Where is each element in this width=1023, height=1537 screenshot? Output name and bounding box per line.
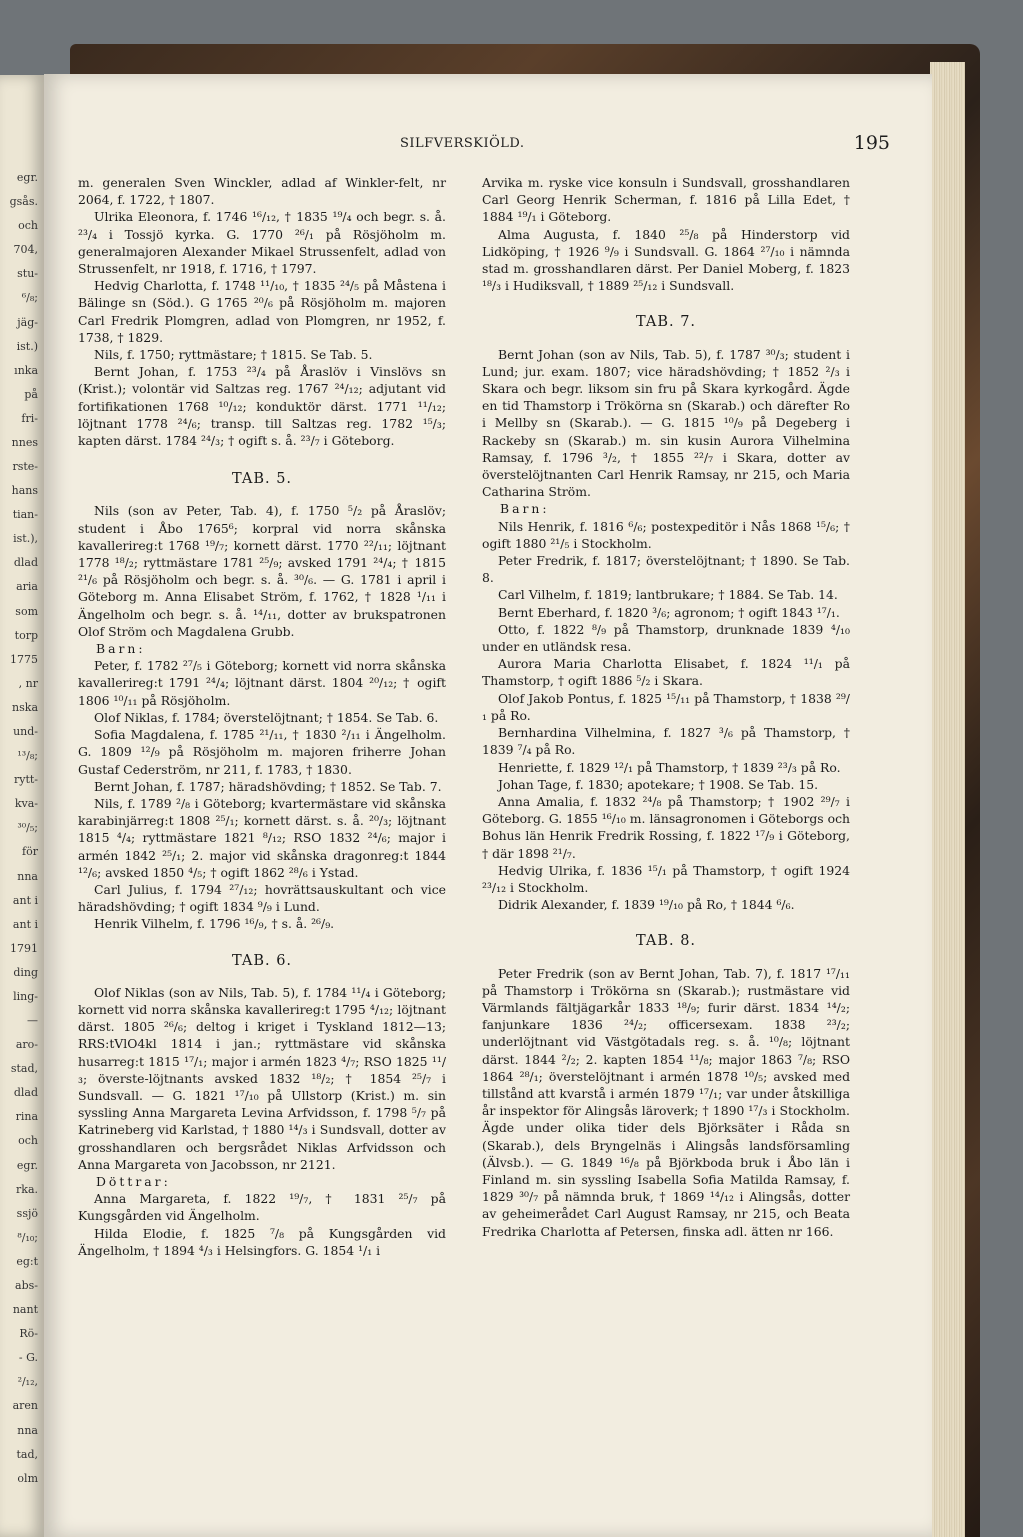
facing-page-fragment: och bbox=[18, 219, 38, 233]
facing-page-fragment: och bbox=[18, 1134, 38, 1148]
entry-otto: Otto, f. 1822 ⁸/₉ på Thamstorp, drunknade 1839 ⁴/₁₀ under en utländsk resa. bbox=[482, 621, 850, 655]
facing-page-fragment: rina bbox=[15, 1110, 38, 1124]
facing-page-fragment: dlad bbox=[13, 556, 38, 570]
entry-olof-niklas: Olof Niklas, f. 1784; överstelöjtnant; † 1854. Se Tab. 6. bbox=[94, 709, 439, 725]
facing-page-fragment: ³⁰/₅; bbox=[17, 821, 38, 835]
children-heading: Barn: bbox=[500, 501, 550, 517]
running-title: SILFVERSKIÖLD. bbox=[400, 136, 525, 151]
facing-page-fragment: egr. bbox=[16, 171, 38, 184]
entry-nils-tab5: Nils (son av Peter, Tab. 4), f. 1750 ⁵/₂ på Åraslöv; student i Åbo 1765⁶; korpral vid norra skånska kavallerireg:t 1768 ¹⁹/₇; kornett därst. 1770 ²²/₁₁; löjtnant 1778 ¹⁸/₂; ryttmästare 1781 ²⁵/₉; avsked 1791 ²⁴/₄; † 1815 ²¹/₆ på Rösjöholm och begr. s. å. ³⁰/₆. — G. 1781 i april i Göteborg m. Anna Elisabet Ström, f. 1762, † 1828 ¹/₁₁ i Ängelholm och begr. s. å. ¹⁴/₁₁, dotter av brukspatronen Olof Ström och Magdalena Grubb. bbox=[78, 503, 446, 639]
entry-bernt-johan-tab7: Bernt Johan (son av Nils, Tab. 5), f. 1787 ³⁰/₃; student i Lund; jur. exam. 1807; vice häradshövding; † 1852 ²/₃ i Skara och begr. liksom sin fru på Skara kyrkogård. Ägde en tid Thamstorp i Trökörna sn (Skarab.) och därefter Ro i Mellby sn (Skarab.). — G. 1815 ¹⁰/₉ på Degeberg i Rackeby sn (Skarab.) m. sin kusin Aurora Vilhelmina Ramsay, f. 1796 ³/₂, † 1855 ²²/₇ i Skara, dotter av överstelöjtnanten Carl Henrik Ramsay, nr 215, och Maria Catharina Ström. bbox=[482, 346, 850, 500]
page-edges bbox=[930, 62, 965, 1537]
entry-hedvig-ulrika: Hedvig Ulrika, f. 1836 ¹⁵/₁ på Thamstorp, † ogift 1924 ²³/₁₂ i Stockholm. bbox=[482, 862, 850, 895]
entry-henrik-vilhelm: Henrik Vilhelm, f. 1796 ¹⁶/₉, † s. å. ²⁶/₉. bbox=[94, 916, 335, 932]
facing-page-fragment: gsås. bbox=[9, 195, 38, 209]
facing-page-fragment: - G. bbox=[18, 1351, 38, 1365]
facing-page-fragment: eg:t bbox=[16, 1254, 38, 1268]
facing-page-fragment: ⁶/₈; bbox=[21, 291, 38, 305]
entry-hilda-elodie: Hilda Elodie, f. 1825 ⁷/₈ på Kungsgården vid Ängelholm, † 1894 ⁴/₃ i Helsingfors. G. 1854 ¹/₁ i bbox=[78, 1225, 446, 1258]
facing-page-fragment: nant bbox=[12, 1303, 38, 1317]
daughters-heading: Döttrar: bbox=[96, 1173, 171, 1189]
facing-page-fragment: för bbox=[22, 845, 38, 859]
facing-page-fragment: , nr bbox=[18, 676, 38, 690]
facing-page-fragment: aria bbox=[16, 580, 38, 594]
entry-hedvig-charlotta: Hedvig Charlotta, f. 1748 ¹¹/₁₀, † 1835 ²⁴/₅ på Måstena i Bälinge sn (Söd.). G 1765 ²⁰/₆ på Rösjöholm m. majoren Carl Fredrik Plomgren, adlad von Plomgren, nr 1952, f. 1738, † 1829. bbox=[78, 278, 446, 345]
section-heading-tab-8: TAB. 8. bbox=[635, 933, 697, 950]
facing-page-fragment: tian- bbox=[12, 508, 38, 522]
facing-page-fragment: ding bbox=[13, 965, 38, 979]
facing-page-fragment: aro- bbox=[15, 1038, 38, 1052]
facing-page-fragment: stu- bbox=[17, 267, 38, 281]
facing-page-fragment: stad, bbox=[10, 1062, 38, 1076]
facing-page-fragment: nna bbox=[17, 869, 38, 883]
left-column bbox=[78, 174, 446, 1259]
facing-page-fragment: på bbox=[24, 387, 38, 401]
entry-johan-tage: Johan Tage, f. 1830; apotekare; † 1908. Se Tab. 15. bbox=[498, 776, 819, 792]
entry-bernt-eberhard: Bernt Eberhard, f. 1820 ³/₆; agronom; † ogift 1843 ¹⁷/₁. bbox=[498, 604, 840, 620]
facing-page-fragment: 1791 bbox=[10, 941, 38, 955]
facing-page-fragment: torp bbox=[14, 628, 38, 642]
facing-page-fragment: egr. bbox=[16, 1158, 38, 1172]
facing-page-fragment: rytt- bbox=[13, 773, 38, 787]
facing-page-fragment: ınka bbox=[14, 363, 38, 377]
facing-page-fragment: — bbox=[27, 1014, 38, 1028]
entry-aurora-maria: Aurora Maria Charlotta Elisabet, f. 1824 ¹¹/₁ på Thamstorp, † ogift 1886 ⁵/₂ i Skara. bbox=[482, 656, 850, 689]
facing-page-fragment: dlad bbox=[13, 1086, 38, 1100]
facing-page-fragment: nska bbox=[12, 700, 38, 714]
entry-bernt-johan-2: Bernt Johan, f. 1787; häradshövding; † 1852. Se Tab. 7. bbox=[94, 778, 442, 794]
facing-page-fragment: ist.), bbox=[13, 532, 38, 546]
facing-page-fragment: 1775 bbox=[10, 652, 38, 666]
facing-page-fragment: ling- bbox=[13, 989, 38, 1003]
facing-page-fragment: som bbox=[15, 604, 38, 618]
facing-page-fragment: rste- bbox=[12, 460, 38, 474]
facing-page-fragment: rka. bbox=[16, 1182, 38, 1196]
right-column bbox=[482, 174, 850, 1240]
facing-page-fragment: olm bbox=[17, 1471, 38, 1485]
facing-page-fragment: 704, bbox=[13, 243, 38, 257]
facing-page-fragment: ant i bbox=[12, 893, 38, 907]
entry-olof-jakob: Olof Jakob Pontus, f. 1825 ¹⁵/₁₁ på Thamstorp, † 1838 ²⁹/₁ på Ro. bbox=[482, 690, 850, 723]
facing-page-fragment: aren bbox=[12, 1399, 38, 1413]
section-heading-tab-7: TAB. 7. bbox=[635, 314, 697, 331]
entry-bernhardina: Bernhardina Vilhelmina, f. 1827 ³/₆ på Thamstorp, † 1839 ⁷/₄ på Ro. bbox=[482, 725, 850, 758]
book-page bbox=[44, 74, 932, 1537]
facing-page-fragment: kva- bbox=[14, 797, 38, 811]
entry-anna-amalia: Anna Amalia, f. 1832 ²⁴/₈ på Thamstorp; † 1902 ²⁹/₇ i Göteborg. G. 1855 ¹⁶/₁₀ m. länsagronomen i Göteborgs och Bohus län Henrik Fredrik Rossing, f. 1822 ¹⁷/₉ i Göteborg, † där 1898 ²¹/₇. bbox=[482, 793, 850, 861]
entry-nils-2: Nils, f. 1789 ²/₈ i Göteborg; kvartermästare vid skånska karabinjärreg:t 1808 ²⁵/₁; kornett därst. s. å. ²⁰/₃; löjtnant 1815 ⁴/₄; ryttmästare 1821 ⁸/₁₂; RSO 1832 ²⁴/₆; major i armén 1842 ²⁵/₁; 2. major vid skånska dragonreg:t 1844 ¹²/₆; avsked 1850 ⁴/₅; † ogift 1862 ²⁸/₆ i Ystad. bbox=[78, 795, 446, 880]
facing-page-fragment: nnes bbox=[11, 435, 38, 449]
facing-page-fragment: tad, bbox=[16, 1447, 38, 1461]
facing-page-fragment: ²/₁₂, bbox=[17, 1375, 38, 1389]
facing-page-fragment: jäg- bbox=[17, 315, 38, 329]
entry-carl-julius: Carl Julius, f. 1794 ²⁷/₁₂; hovrättsauskultant och vice häradshövding; † ogift 1834 ⁹/₉ i Lund. bbox=[78, 881, 446, 915]
entry-bernt-johan: Bernt Johan, f. 1753 ²³/₄ på Åraslöv i Vinslövs sn (Krist.); volontär vid Saltzas reg. 1767 ²⁴/₁₂; adjutant vid fortifikationen 1768 ¹⁰/₁₂; konduktör därst. 1771 ¹¹/₁₂; löjtnant 1778 ²⁴/₆; transp. till Saltzas reg. 1782 ¹⁵/₃; kapten därst. 1784 ²⁴/₃; † ogift s. å. ²³/₇ i Göteborg. bbox=[78, 364, 446, 449]
facing-page-fragment: und- bbox=[13, 725, 38, 738]
section-heading-tab-5: TAB. 5. bbox=[231, 471, 293, 488]
facing-page-fragment: ¹³/₈; bbox=[17, 749, 38, 763]
entry-alma-augusta: Alma Augusta, f. 1840 ²⁵/₈ på Hinderstorp vid Lidköping, † 1926 ⁹/₉ i Sundsvall. G. 1864 ²⁷/₁₀ i nämnda stad m. grosshandlaren därst. Per Daniel Moberg, f. 1823 ¹⁸/₃ i Hudiksvall, † 1889 ²⁵/₁₂ i Sundsvall. bbox=[482, 226, 850, 294]
paragraph: Arvika m. ryske vice konsuln i Sundsvall, grosshandlaren Carl Georg Henrik Scherman, f. 1816 på Lilla Edet, † 1884 ¹⁹/₁ i Göteborg. bbox=[482, 175, 850, 225]
entry-nils: Nils, f. 1750; ryttmästare; † 1815. Se Tab. 5. bbox=[94, 347, 373, 363]
section-heading-tab-6: TAB. 6. bbox=[231, 952, 293, 969]
facing-page-fragment: nna bbox=[17, 1423, 38, 1437]
facing-page-fragment: ant i bbox=[12, 917, 38, 931]
entry-carl-vilhelm: Carl Vilhelm, f. 1819; lantbrukare; † 1884. Se Tab. 14. bbox=[498, 587, 838, 603]
entry-olof-niklas-tab6: Olof Niklas (son av Nils, Tab. 5), f. 1784 ¹¹/₄ i Göteborg; kornett vid norra skånska kavallerireg:t 1795 ⁴/₁₂; löjtnant därst. 1805 ²⁶/₆; deltog i kriget i Tyskland 1812—13; RRS:tVlO4kl 1814 i jan.; ryttmästare vid skånska husarreg:t 1815 ¹⁷/₁; major i armén 1823 ⁴/₇; RSO 1825 ¹¹/₃; överste-löjtnants avsked 1832 ¹⁸/₂; † 1854 ²⁵/₇ i Sundsvall. — G. 1821 ¹⁷/₁₀ på Ullstorp (Krist.) m. sin syssling Anna Margareta Levina Arfvidsson, f. 1798 ⁵/₇ på Katrineberg vid Karlstad, † 1880 ¹⁴/₃ i Sundsvall, dotter av grosshandlaren och bergsrådet Niklas Arfvidsson och Anna Margareta von Jacobsson, nr 2121. bbox=[78, 984, 446, 1172]
facing-page-fragment: ssjö bbox=[16, 1206, 38, 1220]
entry-nils-henrik: Nils Henrik, f. 1816 ⁶/₆; postexpeditör i Nås 1868 ¹⁵/₆; † ogift 1880 ²¹/₅ i Stockholm. bbox=[482, 518, 850, 551]
facing-page-fragment: abs- bbox=[15, 1279, 38, 1292]
children-heading: Barn: bbox=[96, 641, 146, 657]
entry-didrik-alexander: Didrik Alexander, f. 1839 ¹⁹/₁₀ på Ro, † 1844 ⁶/₆. bbox=[498, 897, 795, 913]
facing-page-strip bbox=[0, 75, 44, 1537]
facing-page-fragment: ist.) bbox=[16, 339, 38, 353]
entry-peter-fredrik-tab8: Peter Fredrik (son av Bernt Johan, Tab. 7), f. 1817 ¹⁷/₁₁ på Thamstorp i Trökörna sn (Skarab.); rustmästare vid Värmlands fältjägarkår 1833 ¹⁸/₉; furir därst. 1834 ¹⁴/₂; fanjunkare 1836 ²⁴/₂; officersexam. 1838 ²³/₂; underlöjtnant vid Västgötadals reg. s. å. ¹⁰/₈; löjtnant därst. 1844 ²/₂; 2. kapten 1854 ¹¹/₈; major 1863 ⁷/₈; RSO 1864 ²⁸/₁; överstelöjtnant i armén 1878 ¹⁰/₅; avsked med tillstånd att kvarstå i armén 1879 ¹⁷/₁; var under åtskilliga år inspektor för Alingsås läroverk; † 1890 ¹⁷/₃ i Stockholm. Ägde under olika tider dels Björksäter i Råda sn (Skarab.), dels Bryngelnäs i Alingsås landsförsamling (Älvsb.). — G. 1849 ¹⁶/₈ på Björkboda bruk i Åbo län i Finland m. sin syssling Isabella Sofia Matilda Ramsay, f. 1829 ³⁰/₇ på nämnda bruk, † 1869 ¹⁴/₁₂ i Alingsås, dotter av geheimerådet Carl August Ramsay, nr 215, och Beata Fredrika Charlotta af Petersen, finska adl. ätten nr 166. bbox=[482, 965, 850, 1239]
entry-sofia-magdalena: Sofia Magdalena, f. 1785 ²¹/₁₁, † 1830 ²/₁₁ i Ängelholm. G. 1809 ¹²/₉ på Rösjöholm m. majoren friherre Johan Gustaf Cederström, nr 211, f. 1783, † 1830. bbox=[78, 727, 446, 777]
page-number: 195 bbox=[853, 132, 890, 154]
paragraph: m. generalen Sven Winckler, adlad af Winkler-felt, nr 2064, f. 1722, † 1807. bbox=[78, 175, 446, 208]
facing-page-fragment: fri- bbox=[21, 411, 38, 425]
page-header bbox=[44, 132, 932, 156]
facing-page-fragment: Rö- bbox=[19, 1327, 38, 1341]
entry-henriette: Henriette, f. 1829 ¹²/₁ på Thamstorp, † 1839 ²³/₃ på Ro. bbox=[498, 759, 841, 775]
entry-ulrika-eleonora: Ulrika Eleonora, f. 1746 ¹⁶/₁₂, † 1835 ¹⁹/₄ och begr. s. å. ²³/₄ i Tossjö kyrka. G. 1770 ²⁶/₁ på Rösjöholm m. generalmajoren Alexander Mikael Strussenfelt, adlad von Strussenfelt, nr 1918, f. 1716, † 1797. bbox=[78, 209, 446, 277]
entry-peter-fredrik: Peter Fredrik, f. 1817; överstelöjtnant; † 1890. Se Tab. 8. bbox=[482, 553, 850, 586]
entry-anna-margareta: Anna Margareta, f. 1822 ¹⁹/₇, † 1831 ²⁵/₇ på Kungsgården vid Ängelholm. bbox=[78, 1191, 446, 1224]
facing-page-fragment: ⁸/₁₀; bbox=[17, 1230, 38, 1244]
entry-peter: Peter, f. 1782 ²⁷/₅ i Göteborg; kornett vid norra skånska kavallerireg:t 1791 ²⁴/₄; löjtnant därst. 1804 ²⁰/₁₂; † ogift 1806 ¹⁰/₁₁ på Rösjöholm. bbox=[78, 658, 446, 708]
facing-page-fragment: hans bbox=[11, 484, 38, 498]
